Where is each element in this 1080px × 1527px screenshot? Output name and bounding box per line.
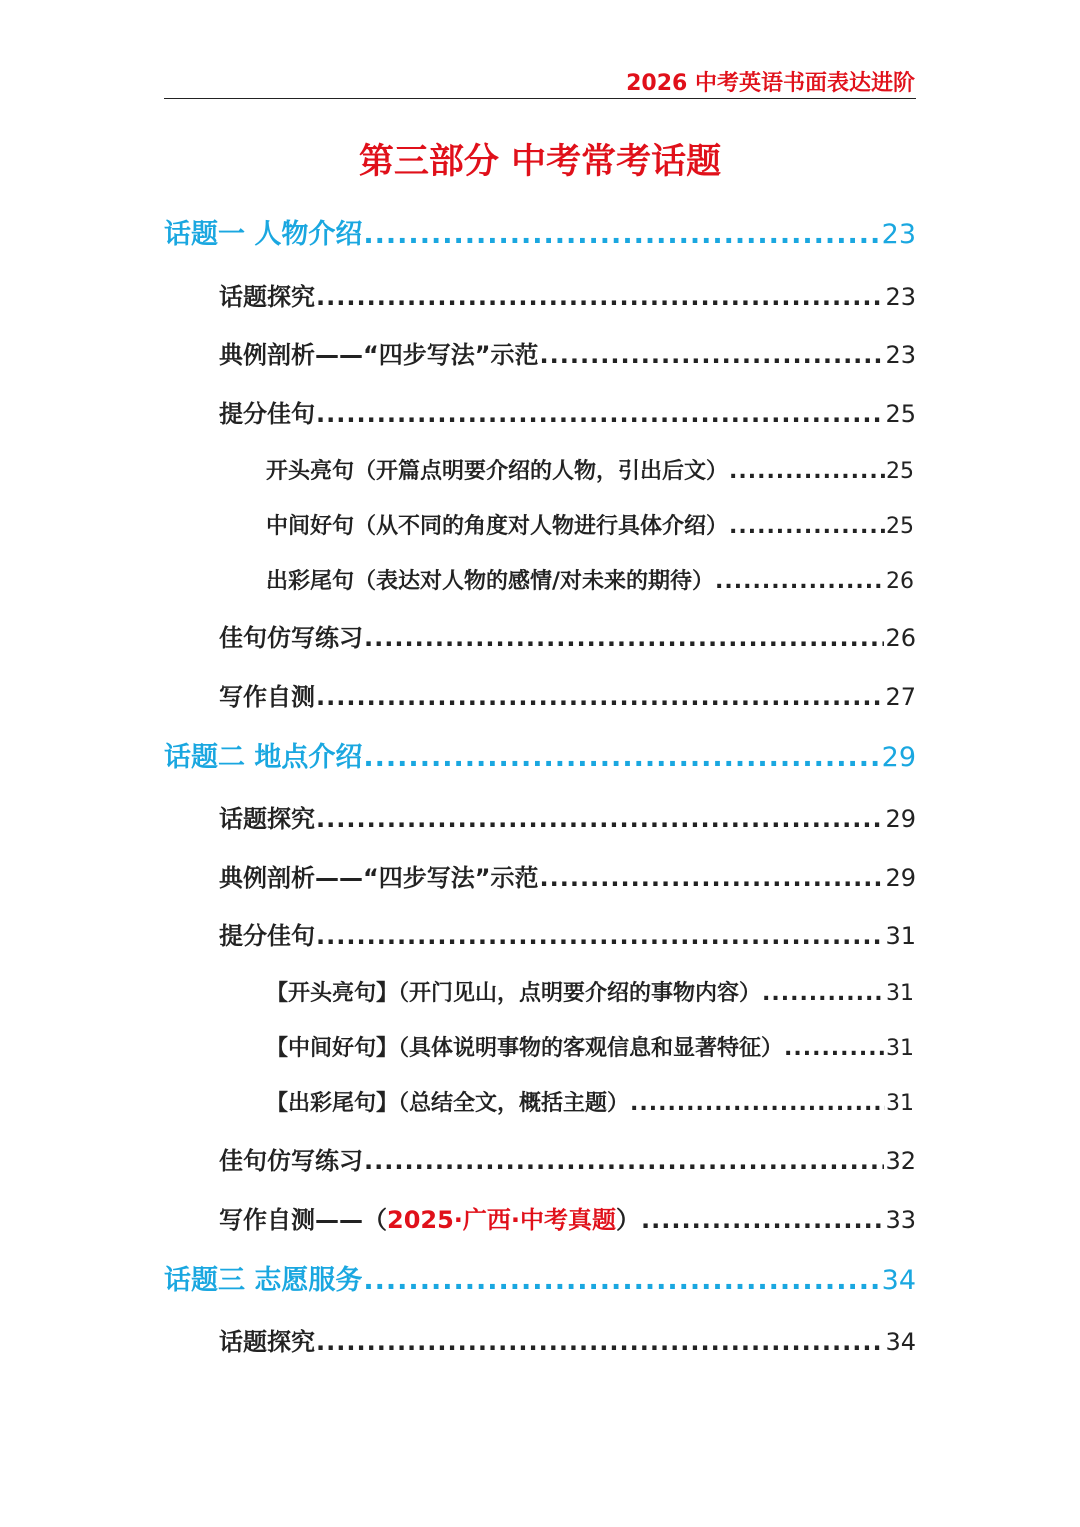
- toc-page-number: 29: [881, 742, 916, 773]
- toc-label: 典例剖析——“四步写法”示范: [219, 864, 539, 892]
- toc-subentry[interactable]: [266, 509, 914, 540]
- toc-entry[interactable]: [219, 1322, 916, 1357]
- toc-label: 提分佳句: [219, 400, 315, 428]
- toc-entry[interactable]: [219, 1141, 916, 1176]
- toc-label: 佳句仿写练习: [219, 624, 363, 652]
- toc-page-number: 29: [885, 864, 916, 892]
- toc-label: 【中间好句】（具体说明事物的客观信息和显著特征）: [266, 1036, 784, 1061]
- toc-entry[interactable]: [219, 335, 916, 370]
- toc-label: 话题探究: [219, 805, 315, 833]
- toc-subentry[interactable]: [266, 1031, 914, 1062]
- toc-label: 写作自测: [219, 683, 315, 711]
- toc-topic-1[interactable]: [164, 212, 916, 251]
- toc-leader: [316, 805, 884, 833]
- toc-page-number: 23: [885, 283, 916, 311]
- toc-label-suffix: ）: [616, 1206, 641, 1234]
- header-rule: [164, 98, 916, 99]
- toc-entry[interactable]: [219, 677, 916, 712]
- toc-page-number: 27: [885, 683, 916, 711]
- toc-leader: [316, 922, 884, 950]
- toc-topic-2[interactable]: [164, 735, 916, 774]
- toc-label-prefix: 写作自测——（: [219, 1206, 387, 1234]
- toc-leader: [540, 864, 885, 892]
- toc-leader: [762, 981, 885, 1006]
- toc-leader: [364, 1147, 884, 1175]
- toc-subentry[interactable]: [266, 976, 914, 1007]
- toc-page-number: 31: [886, 1036, 914, 1061]
- toc-leader: [363, 219, 880, 250]
- toc-page-number: 29: [885, 805, 916, 833]
- toc-label: 佳句仿写练习: [219, 1147, 363, 1175]
- toc-subentry[interactable]: [266, 454, 914, 485]
- toc-label: 提分佳句: [219, 922, 315, 950]
- toc-entry[interactable]: [219, 916, 916, 951]
- toc-label-highlight: 2025·广西·中考真题: [387, 1206, 617, 1234]
- toc-subentry[interactable]: [266, 1086, 914, 1117]
- toc-leader: [363, 1265, 880, 1296]
- toc-leader: [641, 1206, 884, 1234]
- toc-page-number: 25: [886, 459, 914, 484]
- toc-label: 话题一 人物介绍: [164, 219, 363, 250]
- toc-page-number: 32: [885, 1147, 916, 1175]
- toc-label: 开头亮句（开篇点明要介绍的人物，引出后文）: [266, 459, 729, 484]
- toc-label: [219, 1200, 640, 1235]
- toc-leader: [729, 514, 885, 539]
- toc-page-number: 23: [881, 219, 916, 250]
- toc-page-number: 34: [881, 1265, 916, 1296]
- toc-leader: [316, 1328, 884, 1356]
- toc-entry[interactable]: [219, 799, 916, 834]
- toc-entry[interactable]: [219, 394, 916, 429]
- toc-leader: [715, 569, 885, 594]
- toc-page-number: 26: [885, 624, 916, 652]
- toc-subentry[interactable]: [266, 564, 914, 595]
- toc-leader: [316, 400, 884, 428]
- toc-entry[interactable]: [219, 1200, 916, 1235]
- running-header: 2026 中考英语书面表达进阶: [626, 71, 915, 96]
- toc-entry[interactable]: [219, 277, 916, 312]
- toc-leader: [316, 683, 884, 711]
- toc-leader: [364, 624, 884, 652]
- section-title: 第三部分 中考常考话题: [358, 142, 722, 182]
- toc-page-number: 34: [885, 1328, 916, 1356]
- toc-leader: [363, 742, 880, 773]
- toc-label: 【开头亮句】（开门见山，点明要介绍的事物内容）: [266, 981, 762, 1006]
- toc-leader: [784, 1036, 885, 1061]
- toc-label: 话题探究: [219, 1328, 315, 1356]
- toc-entry[interactable]: [219, 858, 916, 893]
- toc-entry[interactable]: [219, 618, 916, 653]
- toc-page-number: 25: [885, 400, 916, 428]
- toc-leader: [316, 283, 884, 311]
- toc-label: 话题三 志愿服务: [164, 1265, 363, 1296]
- toc-label: 出彩尾句（表达对人物的感情/对未来的期待）: [266, 569, 715, 594]
- toc-page-number: 23: [885, 341, 916, 369]
- toc-leader: [540, 341, 885, 369]
- toc-page-number: 26: [886, 569, 914, 594]
- toc-page-number: 25: [886, 514, 914, 539]
- toc-leader: [729, 459, 885, 484]
- toc-page-number: 31: [886, 981, 914, 1006]
- toc-page-number: 33: [885, 1206, 916, 1234]
- toc-label: 典例剖析——“四步写法”示范: [219, 341, 539, 369]
- toc-topic-3[interactable]: [164, 1258, 916, 1297]
- toc-label: 【出彩尾句】（总结全文，概括主题）: [266, 1091, 630, 1116]
- toc-page-number: 31: [885, 922, 916, 950]
- toc-page-number: 31: [886, 1091, 914, 1116]
- toc-label: 中间好句（从不同的角度对人物进行具体介绍）: [266, 514, 729, 539]
- toc-label: 话题二 地点介绍: [164, 742, 363, 773]
- toc-leader: [630, 1091, 885, 1116]
- toc-label: 话题探究: [219, 283, 315, 311]
